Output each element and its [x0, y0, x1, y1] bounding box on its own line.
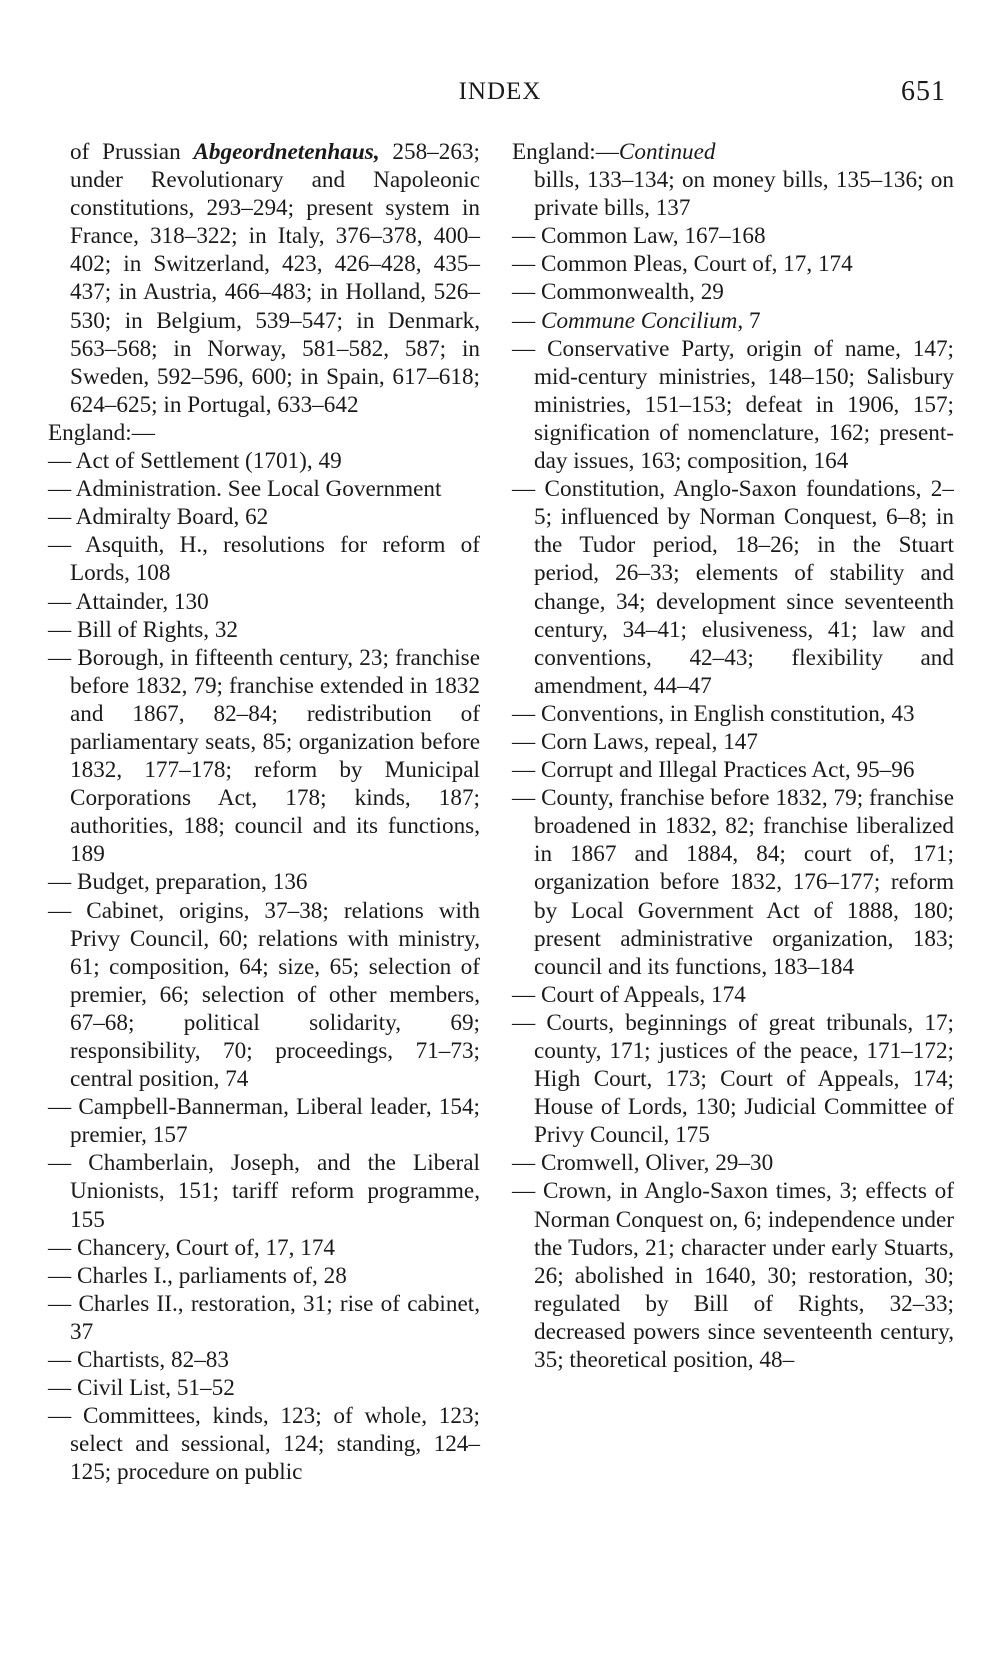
- index-entry: — Chartists, 82–83: [48, 1347, 229, 1374]
- index-entry: — Common Law, 167–168: [512, 223, 766, 250]
- page-title: INDEX: [458, 78, 542, 105]
- index-entry: — Conservative Party, origin of name, 147; mid-century ministries, 148–150; Salisbury ministries, 151–153; defeat in 1906, 157; signification of nomenclature, 162; present-day issues, 163; composition, 164: [512, 335, 954, 475]
- page-number: 651: [901, 76, 946, 107]
- index-entry: — Chancery, Court of, 17, 174: [48, 1234, 336, 1261]
- index-entry: [512, 307, 954, 335]
- continued-heading-label: England:—: [512, 139, 619, 165]
- index-entry: — Committees, kinds, 123; of whole, 123; select and sessional, 124; standing, 124–125; procedure on public: [48, 1403, 480, 1486]
- continued-marker: Continued: [618, 139, 716, 165]
- index-entry: — Court of Appeals, 174: [512, 981, 746, 1008]
- index-entry: — Charles I., parliaments of, 28: [48, 1262, 347, 1289]
- index-entry: — Campbell-Bannerman, Liberal leader, 154; premier, 157: [48, 1094, 480, 1149]
- index-entry: — Charles II., restoration, 31; rise of cabinet, 37: [48, 1290, 480, 1345]
- left-column: [48, 138, 480, 1487]
- entry-dash: —: [512, 307, 541, 334]
- index-entry: — Crown, in Anglo-Saxon times, 3; effects of Norman Conquest on, 6; independence under the Tudors, 21; character under early Stuarts, 26; abolished in 1640, 30; restoration, 30; regulated by Bill of Rights, 32–33; decreased powers since seventeenth century, 35; theoretical position, 48–: [512, 1178, 954, 1374]
- index-entry: — Admiralty Board, 62: [48, 504, 269, 531]
- index-entry: — Asquith, H., resolutions for reform of Lords, 108: [48, 532, 480, 587]
- index-entry: — Cabinet, origins, 37–38; relations with Privy Council, 60; relations with ministry, 61; composition, 64; size, 65; selection of premier, 66; selection of other members, 67–68; political solidarity, 69; responsibility, 70; proceedings, 71–73; central position, 74: [48, 897, 480, 1093]
- continued-heading: [512, 138, 954, 166]
- index-entry: — Chamberlain, Joseph, and the Liberal Unionists, 151; tariff reform programme, 155: [48, 1150, 480, 1233]
- carryover-text-end: 258–263; under Revolutionary and Napoleonic constitutions, 293–294; present system in France, 318–322; in Italy, 376–378, 400–402; in Switzerland, 423, 426–428, 435–437; in Austria, 466–483; in Holland, 526–530; in Belgium, 539–547; in Denmark, 563–568; in Norway, 581–582, 587; in Sweden, 592–596, 600; in Spain, 617–618; 624–625; in Portugal, 633–642: [70, 139, 480, 418]
- index-entry: — Commonwealth, 29: [512, 279, 724, 306]
- index-entry: — Corrupt and Illegal Practices Act, 95–96: [512, 757, 915, 784]
- carryover-text-start: of Prussian: [70, 139, 194, 165]
- entry-page-ref: 7: [743, 307, 761, 334]
- carryover-entry: [48, 138, 480, 419]
- index-entry: — Administration. See Local Government: [48, 476, 442, 503]
- index-heading-england: England:—: [48, 419, 155, 446]
- running-head: [0, 78, 1000, 114]
- index-entry: — Bill of Rights, 32: [48, 616, 239, 643]
- index-entry: — Cromwell, Oliver, 29–30: [512, 1150, 774, 1177]
- index-entry: — Corn Laws, repeal, 147: [512, 728, 758, 755]
- index-entry: — Act of Settlement (1701), 49: [48, 448, 342, 475]
- index-entry: — Civil List, 51–52: [48, 1375, 235, 1402]
- index-entry: — Common Pleas, Court of, 17, 174: [512, 251, 853, 278]
- carryover-entry: bills, 133–134; on money bills, 135–136; on private bills, 137: [534, 167, 954, 222]
- index-entry: — County, franchise before 1832, 79; franchise broadened in 1832, 82; franchise liberalized in 1867 and 1884, 84; court of, 171; organization before 1832, 176–177; reform by Local Government Act of 1888, 180; present administrative organization, 183; council and its functions, 183–184: [512, 785, 954, 980]
- index-entry: — Borough, in fifteenth century, 23; franchise before 1832, 79; franchise extended in 1832 and 1867, 82–84; redistribution of parliamentary seats, 85; organization before 1832, 177–178; reform by Municipal Corporations Act, 178; kinds, 187; authorities, 188; council and its functions, 189: [48, 644, 480, 868]
- index-entry: — Attainder, 130: [48, 588, 209, 615]
- index-entry: — Budget, preparation, 136: [48, 869, 308, 896]
- index-entry: — Conventions, in English constitution, 43: [512, 700, 915, 727]
- right-column: [512, 138, 954, 1374]
- carryover-foreign-term: Abgeordnetenhaus,: [193, 139, 380, 165]
- index-entry: — Constitution, Anglo-Saxon foundations, 2–5; influenced by Norman Conquest, 6–8; in the Tudor period, 18–26; in the Stuart period, 26–33; elements of stability and change, 34; development since seventeenth century, 34–41; elusiveness, 41; law and conventions, 42–43; flexibility and amendment, 44–47: [512, 476, 954, 699]
- index-entry: — Courts, beginnings of great tribunals, 17; county, 171; justices of the peace, 171–172; High Court, 173; Court of Appeals, 174; House of Lords, 130; Judicial Committee of Privy Council, 175: [512, 1009, 954, 1149]
- entry-latin-term: Commune Concilium,: [540, 307, 744, 334]
